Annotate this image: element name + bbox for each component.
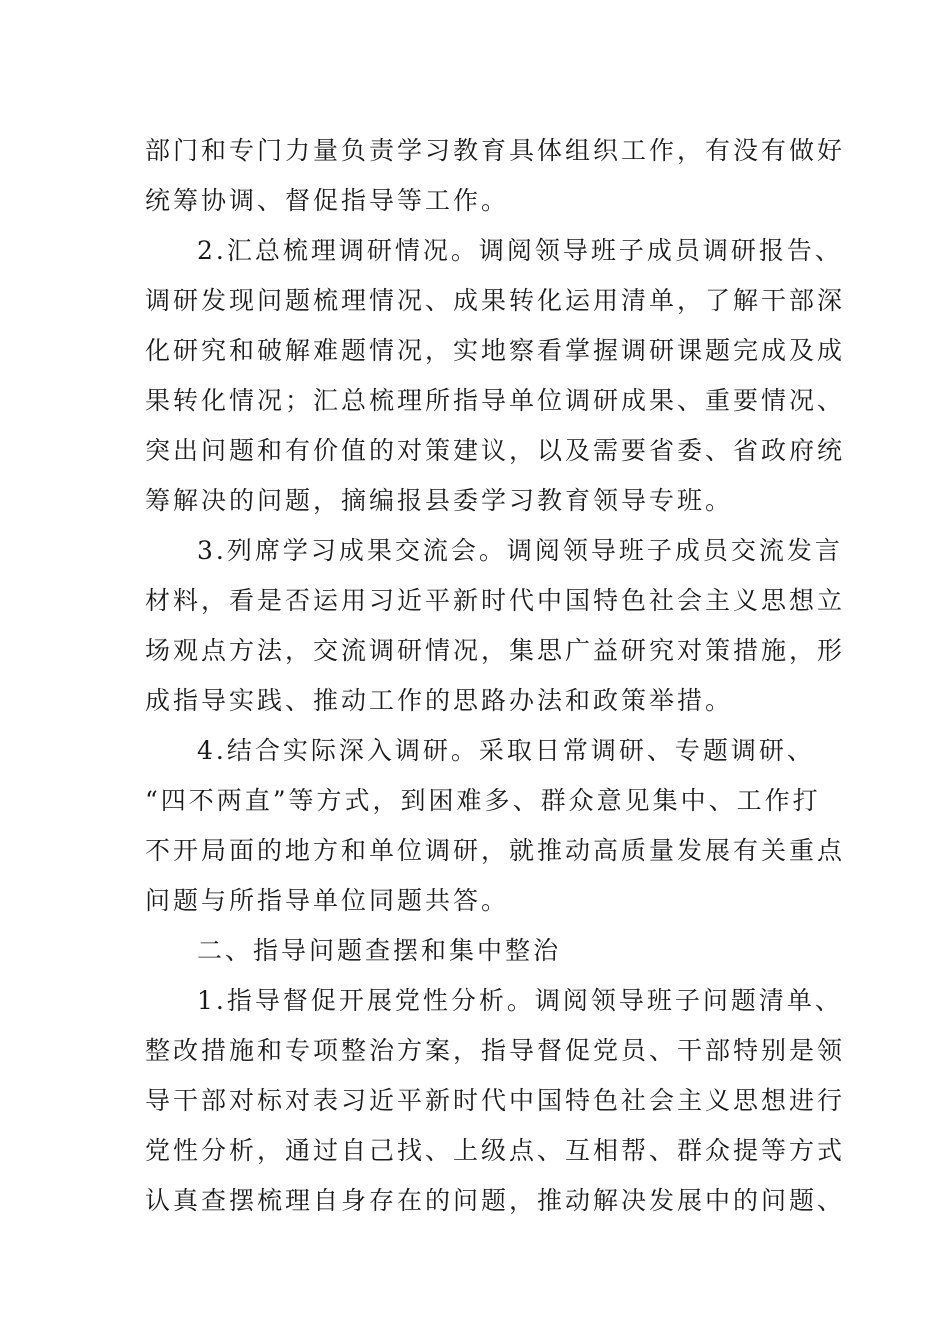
paragraph-start-line: 4.结合实际深入调研。采取日常调研、专题调研、	[197, 736, 815, 765]
text-line: 筹解决的问题，摘编报县委学习教育领导专班。	[145, 486, 734, 515]
text-line: “四不两直”等方式，到困难多、群众意见集中、工作打	[145, 786, 821, 815]
text-line: 场观点方法，交流调研情况，集思广益研究对策措施，形	[145, 636, 846, 665]
text-line: 党性分析，通过自己找、上级点、互相帮、群众提等方式	[145, 1136, 846, 1165]
text-line: 整改措施和专项整治方案，指导督促党员、干部特别是领	[145, 1036, 846, 1065]
text-line: 统筹协调、督促指导等工作。	[145, 186, 510, 215]
section-heading: 二、指导问题查摆和集中整治	[197, 936, 562, 965]
text-line: 部门和专门力量负责学习教育具体组织工作，有没有做好	[145, 136, 846, 165]
text-line: 化研究和破解难题情况，实地察看掌握调研课题完成及成	[145, 336, 846, 365]
text-line: 成指导实践、推动工作的思路办法和政策举措。	[145, 686, 734, 715]
paragraph-start-line: 1.指导督促开展党性分析。调阅领导班子问题清单、	[197, 986, 843, 1015]
document-body	[145, 126, 846, 1226]
text-line: 不开局面的地方和单位调研，就推动高质量发展有关重点	[145, 836, 846, 865]
text-line: 调研发现问题梳理情况、成果转化运用清单，了解干部深	[145, 286, 846, 315]
paragraph-start-line: 3.列席学习成果交流会。调阅领导班子成员交流发言	[197, 536, 843, 565]
paragraph-start-line: 2.汇总梳理调研情况。调阅领导班子成员调研报告、	[197, 236, 843, 265]
text-line: 导干部对标对表习近平新时代中国特色社会主义思想进行	[145, 1086, 846, 1115]
text-line: 材料，看是否运用习近平新时代中国特色社会主义思想立	[145, 586, 846, 615]
text-line: 问题与所指导单位同题共答。	[145, 886, 510, 915]
text-line: 突出问题和有价值的对策建议，以及需要省委、省政府统	[145, 436, 846, 465]
text-line: 果转化情况；汇总梳理所指导单位调研成果、重要情况、	[145, 386, 846, 415]
text-line: 认真查摆梳理自身存在的问题，推动解决发展中的问题、	[145, 1186, 846, 1215]
